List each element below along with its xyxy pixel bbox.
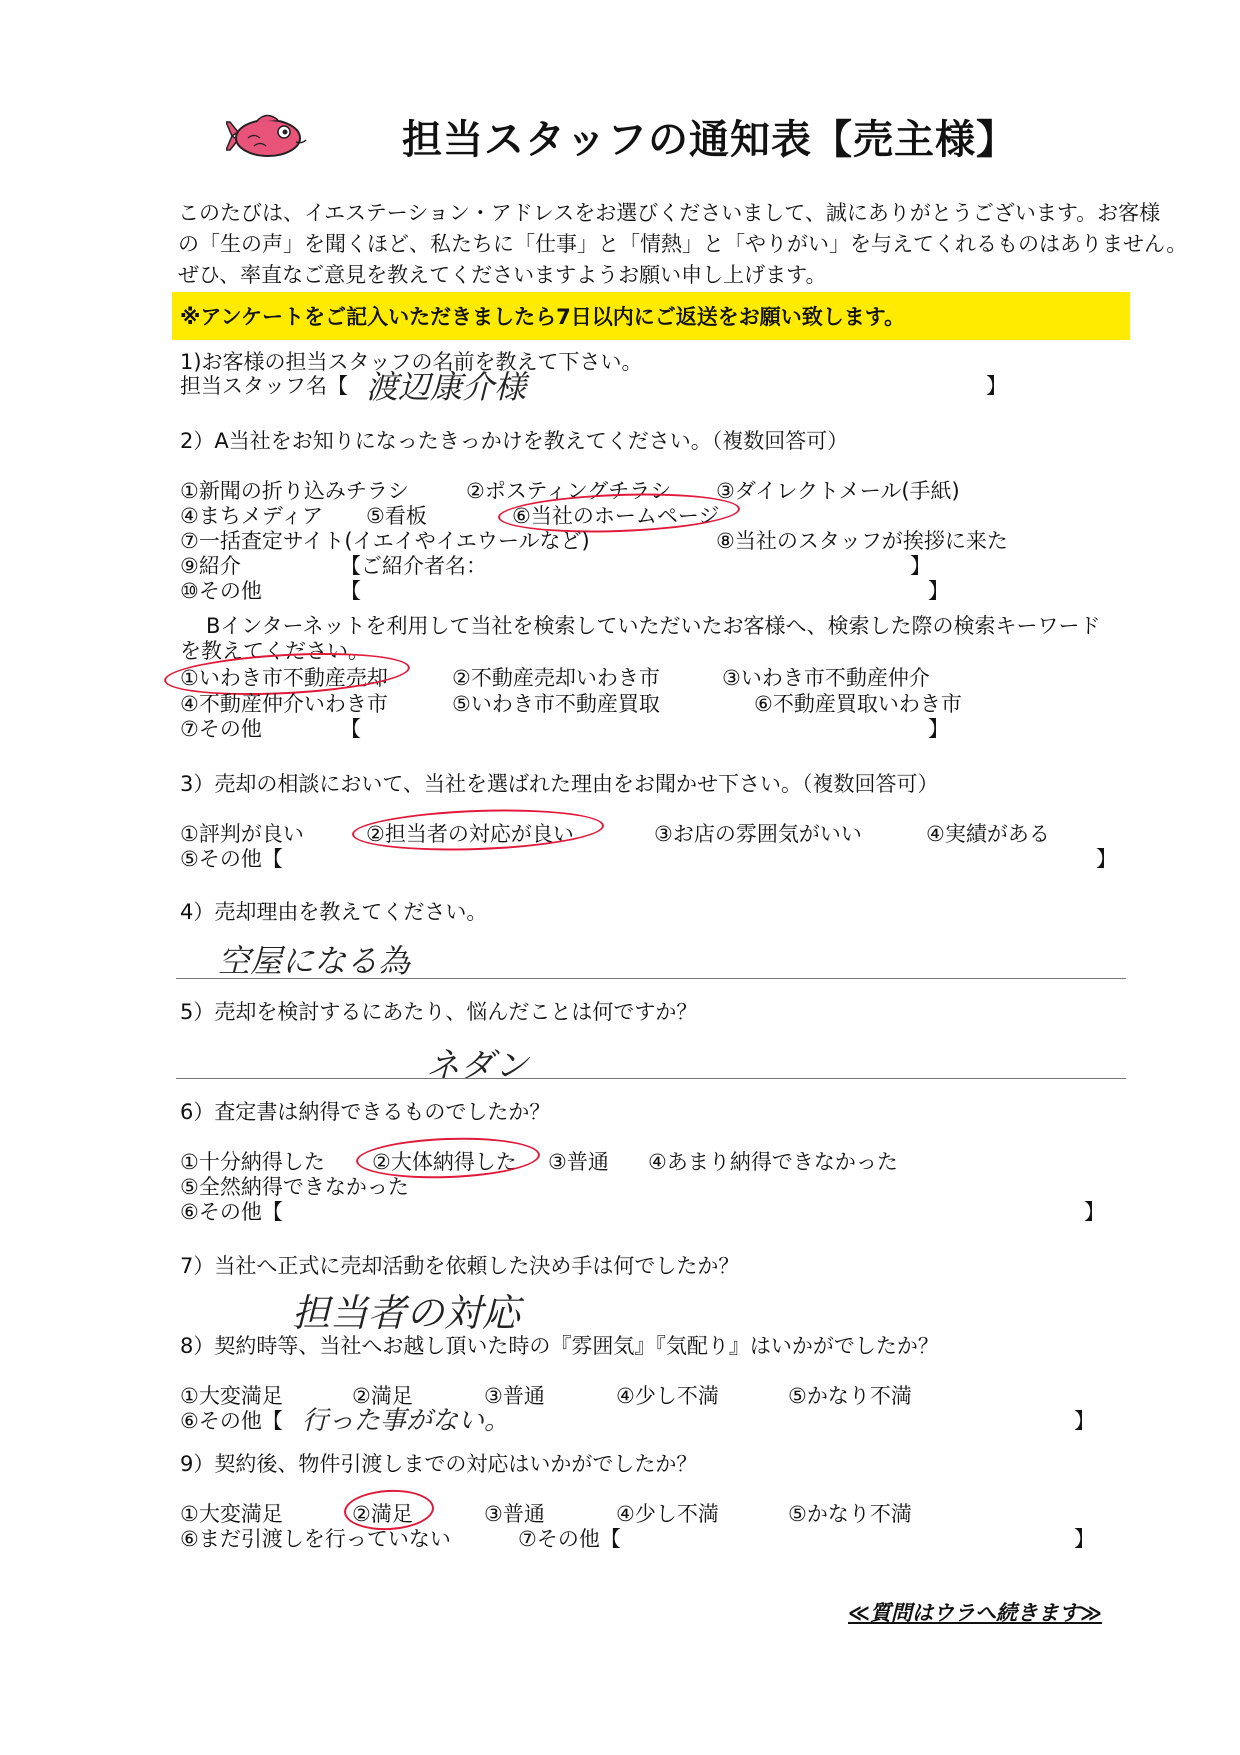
q9-option-1[interactable]: ①大変満足: [180, 1502, 283, 1526]
q3-other-bracket: 】: [1096, 847, 1117, 871]
q2b-title-2: を教えてください。: [180, 639, 369, 663]
q3-option-5[interactable]: ⑤その他【: [180, 847, 283, 871]
q8-other-answer[interactable]: 行った事がない。: [302, 1406, 511, 1436]
q6-title: 6）査定書は納得できるものでしたか？: [180, 1100, 551, 1124]
q3-option-4[interactable]: ④実績がある: [926, 822, 1050, 846]
q8-option-3[interactable]: ③普通: [484, 1384, 545, 1408]
staff-name-answer[interactable]: 渡辺康介様: [366, 368, 527, 406]
q2-option-3[interactable]: ③ダイレクトメール(手紙): [716, 479, 960, 503]
q3-title: 3）売却の相談において、当社を選ばれた理由をお聞かせ下さい。（複数回答可）: [180, 772, 939, 796]
q6-option-4[interactable]: ④あまり納得できなかった: [648, 1150, 898, 1174]
q2b-option-2[interactable]: ②不動産売却いわき市: [452, 666, 660, 690]
q8-title: 8）契約時等、当社へお越し頂いた時の『雰囲気』『気配り』はいかがでしたか？: [180, 1334, 939, 1358]
q4-title: 4）売却理由を教えてください。: [180, 900, 488, 924]
q2b-option-1[interactable]: ①いわき市不動産売却: [180, 666, 388, 690]
q5-answer[interactable]: ネダン: [426, 1046, 529, 1086]
q8-option-1[interactable]: ①大変満足: [180, 1384, 283, 1408]
q8-option-5[interactable]: ⑤かなり不満: [788, 1384, 912, 1408]
q6-option-2[interactable]: ②大体納得した: [372, 1150, 517, 1174]
q8-option-4[interactable]: ④少し不満: [616, 1384, 719, 1408]
q6-other-bracket: 】: [1084, 1200, 1105, 1224]
q2b-option-3[interactable]: ③いわき市不動産仲介: [722, 666, 930, 690]
staff-name-bracket: 】: [986, 374, 1007, 398]
q7-answer[interactable]: 担当者の対応: [292, 1291, 521, 1335]
q2-option-5[interactable]: ⑤看板: [366, 504, 427, 528]
q2-option-4[interactable]: ④まちメディア: [180, 504, 324, 528]
q2-other-open: 【: [340, 579, 361, 603]
q2b-title-1: Bインターネットを利用して当社を検索していただいたお客様へ、検索した際の検索キーワード: [206, 614, 1101, 638]
q4-answer[interactable]: 空屋になる為: [218, 942, 411, 980]
q2-option-7[interactable]: ⑦一括査定サイト(イエイやイエウールなど): [180, 529, 590, 553]
q2b-other-open: 【: [340, 717, 361, 741]
q5-answer-line: [176, 1078, 1126, 1079]
q2-option-2[interactable]: ②ポスティングチラシ: [466, 479, 672, 503]
q2-referrer-label: 【ご紹介者名：: [340, 554, 487, 578]
q6-option-6[interactable]: ⑥その他【: [180, 1200, 283, 1224]
q9-option-2[interactable]: ②満足: [352, 1502, 413, 1526]
q9-option-4[interactable]: ④少し不満: [616, 1502, 719, 1526]
q2-option-1[interactable]: ①新聞の折り込みチラシ: [180, 479, 409, 503]
q6-option-5[interactable]: ⑤全然納得できなかった: [180, 1175, 409, 1199]
q8-option-6[interactable]: ⑥その他【: [180, 1409, 283, 1433]
q2-option-10[interactable]: ⑩その他: [180, 579, 262, 603]
q2-other-bracket: 】: [928, 579, 949, 603]
q9-other-bracket: 】: [1074, 1527, 1095, 1551]
q9-option-3[interactable]: ③普通: [484, 1502, 545, 1526]
q6-option-1[interactable]: ①十分納得した: [180, 1150, 325, 1174]
q2b-other-bracket: 】: [928, 717, 949, 741]
q5-title: 5）売却を検討するにあたり、悩んだことは何ですか？: [180, 1000, 698, 1024]
intro-text: このたびは、イエステーション・アドレスをお選びくださいまして、誠にありがとうございます。お客様 の「生の声」を聞くほど、私たちに「仕事」と「情熱」と「やりがい」を与えてくれるものはありません。 ぜひ、率直なご意見を教えてくださいますようお願い申し上げます。: [178, 201, 1188, 287]
q8-other-bracket: 】: [1074, 1409, 1095, 1433]
q9-option-7[interactable]: ⑦その他【: [518, 1527, 621, 1551]
page-title: 担当スタッフの通知表【売主様】: [402, 117, 1017, 163]
q2b-option-6[interactable]: ⑥不動産買取いわき市: [754, 692, 962, 716]
q3-option-2[interactable]: ②担当者の対応が良い: [366, 822, 574, 846]
q2-title: 2）A当社をお知りになったきっかけを教えてください。（複数回答可）: [180, 429, 849, 453]
q9-option-6[interactable]: ⑥まだ引渡しを行っていない: [180, 1527, 451, 1551]
notice-banner: ※アンケートをご記入いただきましたら7日以内にご返送をお願い致します。: [172, 292, 1130, 340]
q7-title: 7）当社へ正式に売却活動を依頼した決め手は何でしたか？: [180, 1254, 740, 1278]
q2b-option-5[interactable]: ⑤いわき市不動産買取: [452, 692, 660, 716]
q2-option-6[interactable]: ⑥当社のホームページ: [512, 504, 720, 528]
q6-option-3[interactable]: ③普通: [548, 1150, 609, 1174]
q2-referrer-bracket: 】: [910, 554, 931, 578]
fish-mascot-icon: [226, 108, 312, 168]
staff-name-label: 担当スタッフ名【: [180, 374, 348, 398]
q8-option-2[interactable]: ②満足: [352, 1384, 413, 1408]
q2b-option-7[interactable]: ⑦その他: [180, 717, 262, 741]
q4-answer-line: [176, 978, 1126, 979]
q9-title: 9）契約後、物件引渡しまでの対応はいかがでしたか？: [180, 1452, 698, 1476]
continued-on-back-note: ≪質問はウラへ続きます≫: [848, 1601, 1102, 1625]
q2-option-8[interactable]: ⑧当社のスタッフが挨拶に来た: [716, 529, 1008, 553]
q1-title: 1)お客様の担当スタッフの名前を教えて下さい。: [180, 350, 643, 374]
q3-option-1[interactable]: ①評判が良い: [180, 822, 304, 846]
q9-option-5[interactable]: ⑤かなり不満: [788, 1502, 912, 1526]
q2-option-9[interactable]: ⑨紹介: [180, 554, 241, 578]
q2b-option-4[interactable]: ④不動産仲介いわき市: [180, 692, 388, 716]
q3-option-3[interactable]: ③お店の雰囲気がいい: [654, 822, 862, 846]
